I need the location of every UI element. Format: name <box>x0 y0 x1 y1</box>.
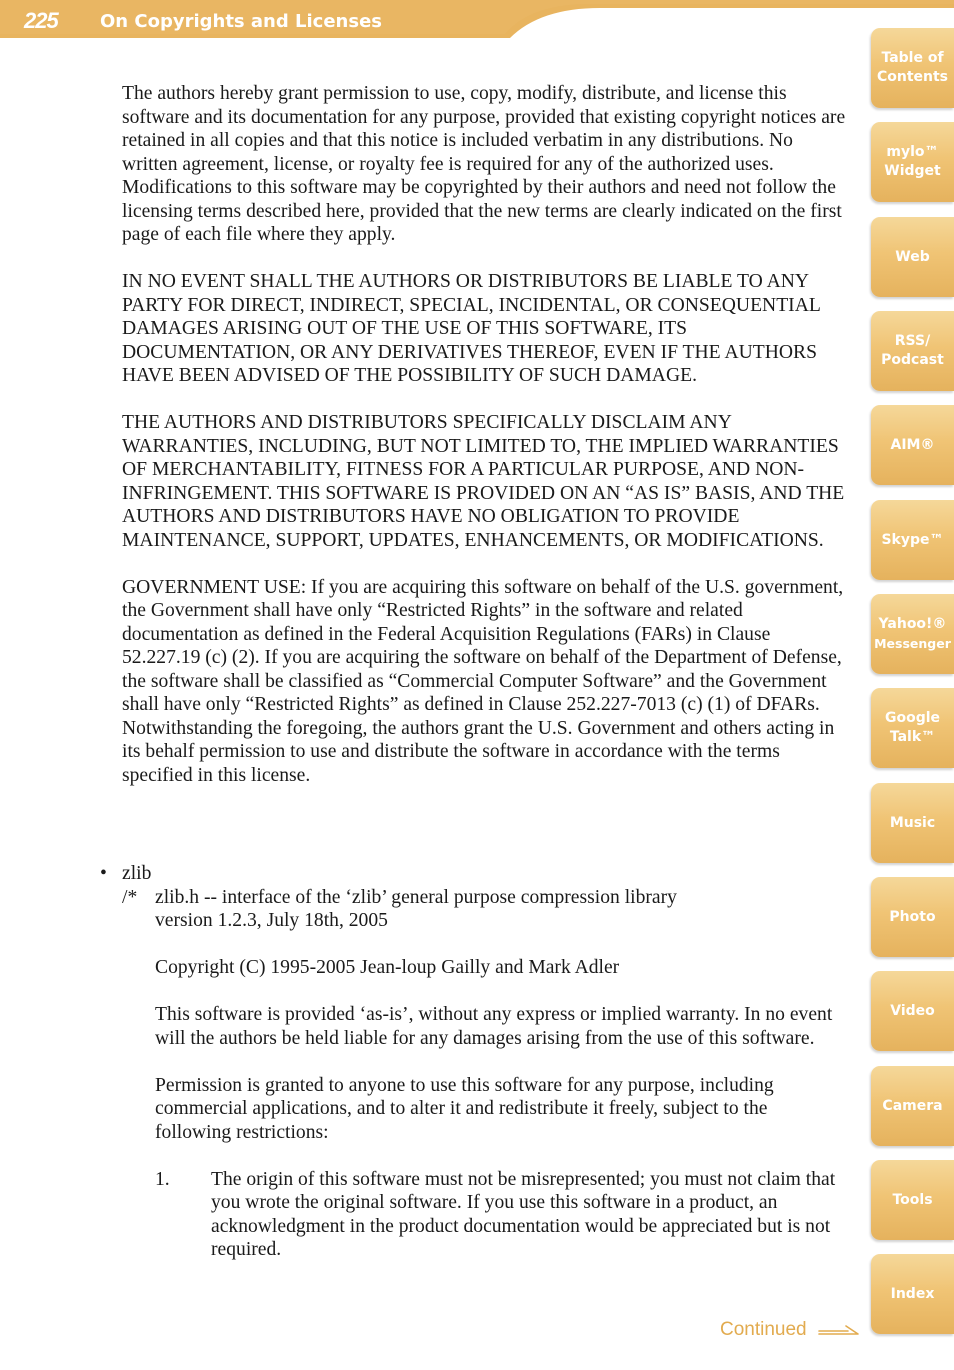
zlib-license-body <box>155 886 845 1262</box>
tab-label: Yahoo!® <box>878 616 947 632</box>
tab-aim[interactable] <box>871 405 954 485</box>
tab-rss-podcast[interactable] <box>871 311 954 391</box>
tab-label: mylo™ <box>886 144 939 160</box>
zlib-license-block <box>122 886 845 1262</box>
tab-photo[interactable] <box>871 877 954 957</box>
tab-label: RSS/ <box>894 333 931 349</box>
restriction-number: 1. <box>155 1168 170 1190</box>
tab-label: Web <box>895 248 930 265</box>
tab-label: Tools <box>892 1191 933 1208</box>
zlib-bullet-item <box>100 862 845 886</box>
tab-table-of-contents[interactable] <box>871 28 954 108</box>
tab-label: Music <box>889 814 936 831</box>
tab-label: Skype™ <box>881 531 944 548</box>
tab-index[interactable] <box>871 1254 954 1334</box>
restriction-text: The origin of this software must not be misrepresented; you must not claim that you wrote the original software. If you use this software in a product, an acknowledgment in the product documentation would be appreciated but is not required. <box>211 1168 836 1260</box>
tab-label: Talk™ <box>889 729 936 745</box>
license-paragraph: GOVERNMENT USE: If you are acquiring this software on behalf of the U.S. government, the Government shall have only “Restricted Rights” in the software and related documentation as defined in the Federal Acquisition Regulations (FARs) in Clause 52.227.19 (c) (2). If you are acquiring the software on behalf of the Department of Defense, the software shall be classified as “Commercial Computer Software” and the Government shall have only “Restricted Rights” as defined in Clause 252.227-7013 (c) (1) of DFARs. Notwithstanding the foregoing, the authors grant the U.S. Government and others acting in its behalf permission to use and distribute the software in accordance with the terms specified in this license. <box>122 576 844 786</box>
tab-web[interactable] <box>871 217 954 297</box>
page-number: 225 <box>24 8 58 33</box>
page-header <box>0 0 954 40</box>
tab-label: Widget <box>884 163 941 179</box>
bullet-icon: • <box>100 863 107 884</box>
tab-music[interactable] <box>871 783 954 863</box>
license-text <box>122 82 847 811</box>
zlib-permission: Permission is granted to anyone to use this software for any purpose, including commercial applications, and to alter it and redistribute it freely, subject to the following restrictions: <box>155 1074 774 1143</box>
tab-camera[interactable] <box>871 1066 954 1146</box>
zlib-copyright: Copyright (C) 1995-2005 Jean-loup Gailly and Mark Adler <box>155 957 620 978</box>
tab-label: Index <box>890 1285 935 1302</box>
tab-video[interactable] <box>871 971 954 1051</box>
tab-label: Camera <box>882 1097 943 1114</box>
tab-label: Podcast <box>881 352 944 368</box>
zlib-section <box>100 862 845 1262</box>
zlib-header-line1: zlib.h -- interface of the ‘zlib’ general purpose compression library <box>155 886 677 908</box>
tab-google-talk[interactable] <box>871 688 954 768</box>
continued-arrow-icon[interactable] <box>818 1324 860 1338</box>
tab-tools[interactable] <box>871 1160 954 1240</box>
comment-mark: /* <box>122 886 138 908</box>
tab-yahoo-messenger[interactable] <box>871 594 954 674</box>
tab-label: Google <box>884 710 941 726</box>
tab-skype[interactable] <box>871 500 954 580</box>
zlib-name: zlib <box>122 863 152 884</box>
zlib-warranty: This software is provided ‘as-is’, without any express or implied warranty. In no event will the authors be held liable for any damages arising from the use of this software. <box>155 1004 833 1049</box>
zlib-header-line2: version 1.2.3, July 18th, 2005 <box>155 910 388 931</box>
license-paragraph: The authors hereby grant permission to use, copy, modify, distribute, and license this software and its documentation for any purpose, provided that existing copyright notices are retained in all copies and that this notice is included verbatim in any distributions. No written agreement, license, or royalty fee is required for any of the authorized uses. Modifications to this software may be copyrighted by their authors and need not follow the licensing terms described here, provided that the new terms are clearly indicated on the first page of each file where they apply. <box>122 83 846 245</box>
tab-label: Photo <box>889 908 936 925</box>
tab-label: Video <box>890 1002 935 1019</box>
tab-label: Contents <box>876 69 949 85</box>
license-paragraph: THE AUTHORS AND DISTRIBUTORS SPECIFICALLY DISCLAIM ANY WARRANTIES, INCLUDING, BUT NOT LIMITED TO, THE IMPLIED WARRANTIES OF MERCHANTABILITY, FITNESS FOR A PARTICULAR PURPOSE, AND NON-INFRINGEMENT. THIS SOFTWARE IS PROVIDED ON AN “AS IS” BASIS, AND THE AUTHORS AND DISTRIBUTORS HAVE NO OBLIGATION TO PROVIDE MAINTENANCE, SUPPORT, UPDATES, ENHANCEMENTS, OR MODIFICATIONS. <box>122 412 845 551</box>
tab-label: Table of <box>881 50 944 66</box>
tab-label: AIM® <box>890 436 935 453</box>
page-title: On Copyrights and Licenses <box>100 11 382 32</box>
tab-mylo-widget[interactable] <box>871 122 954 202</box>
restriction-item <box>155 1168 845 1262</box>
continued-link[interactable]: Continued <box>720 1319 807 1340</box>
tab-label: Messenger <box>874 636 951 651</box>
license-paragraph: IN NO EVENT SHALL THE AUTHORS OR DISTRIBUTORS BE LIABLE TO ANY PARTY FOR DIRECT, INDIRECT, SPECIAL, INCIDENTAL, OR CONSEQUENTIAL DAMAGES ARISING OUT OF THE USE OF THIS SOFTWARE, ITS DOCUMENTATION, OR ANY DERIVATIVES THEREOF, EVEN IF THE AUTHORS HAVE BEEN ADVISED OF THE POSSIBILITY OF SUCH DAMAGE. <box>122 271 821 386</box>
zlib-header <box>155 886 845 933</box>
